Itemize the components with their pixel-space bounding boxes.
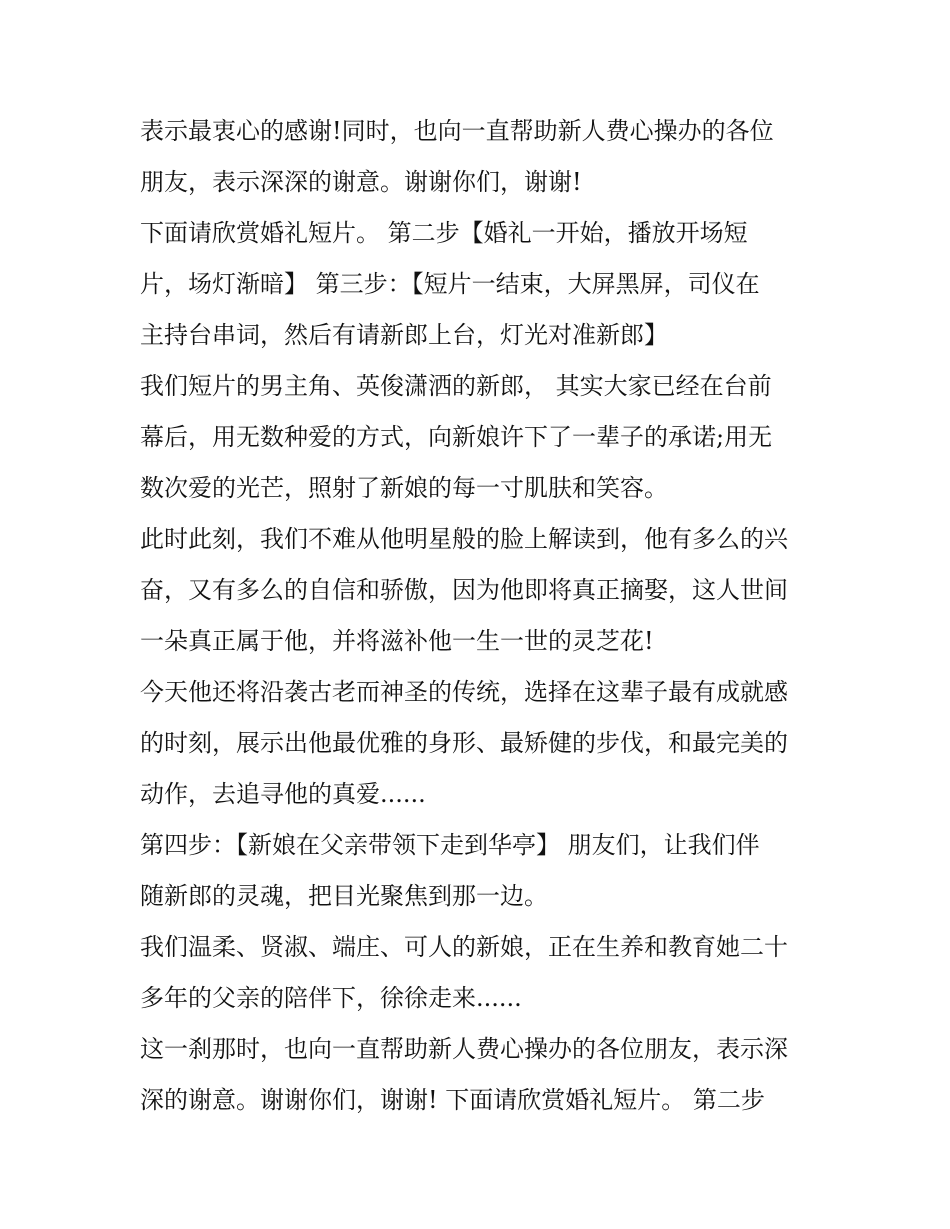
text-line: 我们短片的男主角、英俊潇洒的新郎， 其实大家已经在台前: [140, 372, 772, 400]
text-line: 今天他还将沿袭古老而神圣的传统，选择在这辈子最有成就感: [140, 678, 788, 706]
text-line: 第四步：【新娘在父亲带领下走到华亭】 朋友们，让我们伴: [140, 831, 760, 859]
text-line: 此时此刻，我们不难从他明星般的脸上解读到，他有多么的兴: [140, 525, 788, 553]
text-line: 动作，去追寻他的真爱......: [140, 780, 426, 808]
text-line: 随新郎的灵魂，把目光聚焦到那一边。: [140, 882, 548, 910]
text-line: 幕后，用无数种爱的方式，向新娘许下了一辈子的承诺;用无: [140, 423, 773, 451]
text-line: 片，场灯渐暗】 第三步：【短片一结束，大屏黑屏，司仪在: [140, 270, 760, 298]
text-line: 主持台串词，然后有请新郎上台，灯光对准新郎】: [140, 321, 668, 349]
text-line: 我们温柔、贤淑、端庄、可人的新娘，正在生养和教育她二十: [140, 933, 788, 961]
text-line: 多年的父亲的陪伴下，徐徐走来......: [140, 984, 522, 1012]
text-line: 这一刹那时，也向一直帮助新人费心操办的各位朋友，表示深: [140, 1035, 788, 1063]
text-line: 下面请欣赏婚礼短片。 第二步【婚礼一开始，播放开场短: [140, 219, 748, 247]
text-line: 表示最衷心的感谢!同时，也向一直帮助新人费心操办的各位: [140, 117, 774, 145]
text-line: 朋友，表示深深的谢意。谢谢你们，谢谢!: [140, 168, 582, 196]
text-line: 深的谢意。谢谢你们，谢谢! 下面请欣赏婚礼短片。 第二步: [140, 1086, 765, 1114]
text-line: 奋，又有多么的自信和骄傲，因为他即将真正摘娶，这人世间: [140, 576, 788, 604]
text-line: 一朵真正属于他，并将滋补他一生一世的灵芝花!: [140, 627, 654, 655]
text-line: 的时刻，展示出他最优雅的身形、最矫健的步伐，和最完美的: [140, 729, 788, 757]
text-line: 数次爱的光芒，照射了新娘的每一寸肌肤和笑容。: [140, 474, 668, 502]
document-body: [140, 106, 820, 1126]
